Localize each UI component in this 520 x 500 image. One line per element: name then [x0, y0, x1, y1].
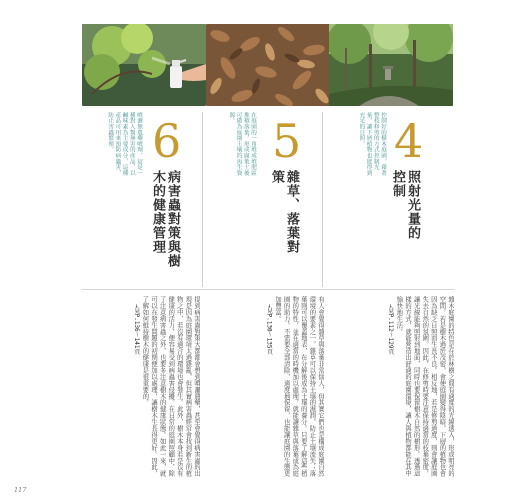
page-number: 117 [14, 486, 27, 494]
section-title: 病害蟲對策與樹木的健康管理 [150, 170, 180, 268]
section-title: 雜草、落葉對策 [269, 170, 299, 254]
body-paragraph: 有人會覺得雜草與落葉非常惱人，但其實它們也是構成庭園自然環境的要素之一。雜草可以保持土壤的濕潤，防止土壤流失；落葉則可以覆蓋地表，在分解後成為土壤的養分。只要了解這些植物的特性，並在適當的時機加以處理，就能讓雜草與落葉成為庭園的助力。不需要全部清除，適度地保留，也能讓庭園的生態更加豐富。 [274, 296, 324, 477]
photo-caption: 在庭園的一角堆成堆肥區堆積落葉，形成腐葉土後可做為庭園土壤的再生資源。 [228, 112, 256, 176]
body-paragraph: 雜木庭園的特色是在於林樹之間有適度的光線透入，形成明亮的空間。若是樹木過於茂密，會使庭園變得陰暗，下層的植物也會因為缺乏日照而生長不良。相反地，若是修剪過度，則會讓庭園失去自然的氛圍。因此，在修剪時要注意保持適當的枝葉密度，讓光線能夠照射到地面，同時也要保留樹木自然的樹形。透過這樣的方式，就能營造出舒適的庭園環境，讓人與植物都能在其中愉快地生活。 [395, 296, 454, 477]
section-body [208, 296, 324, 478]
column-divider [322, 112, 323, 287]
section-title: 照射光量的控制 [390, 170, 420, 240]
page-reference: →見P.112～129頁 [386, 304, 394, 355]
section-body [330, 296, 454, 478]
page-reference: →見P.136～141頁 [132, 304, 140, 355]
body-paragraph: 提到病害蟲對策大都都會想到噴灑農藥，甚至會覺得病害蟲的出現是因為庭園環境太過雜亂，但其實病害蟲經常會找到新生的植物之中，若沒有適合的環境也會發生。此外，樹木本身若是沒有健康的活力，便容易受到病蟲害侵擾。在日常的庭園照顧中，除了注意病害蟲之外，也要多注意樹木的健康狀態。如此一來，就可以在發生問題的初期便加以處理，讓樹木生長得更好。因此，了解如何維持樹木的健康是很重要的。 [141, 296, 200, 477]
photo-caption: 噴灑無農藥噴劑，這是一種對人類無害的產品，以鹹味素為主要成分，這種產品可用來預防病蟲害，防止害蟲繁殖。 [107, 112, 142, 176]
photo-spraying-tree [82, 24, 206, 106]
photo-wooded-garden [329, 24, 453, 106]
page-reference: →見P.130～135頁 [265, 304, 273, 355]
section-body [84, 296, 200, 478]
section-number: 4 [394, 114, 424, 168]
photo-fallen-leaves [206, 24, 330, 106]
horizontal-divider [82, 289, 454, 290]
photo-caption: 控制好的樹木庭園，藉著整枝修剪的方式控制光量，讓下層植物也能得到充足的日照。 [358, 112, 386, 176]
section-number: 6 [152, 114, 182, 168]
column-divider [202, 112, 203, 287]
section-number: 5 [272, 114, 302, 168]
